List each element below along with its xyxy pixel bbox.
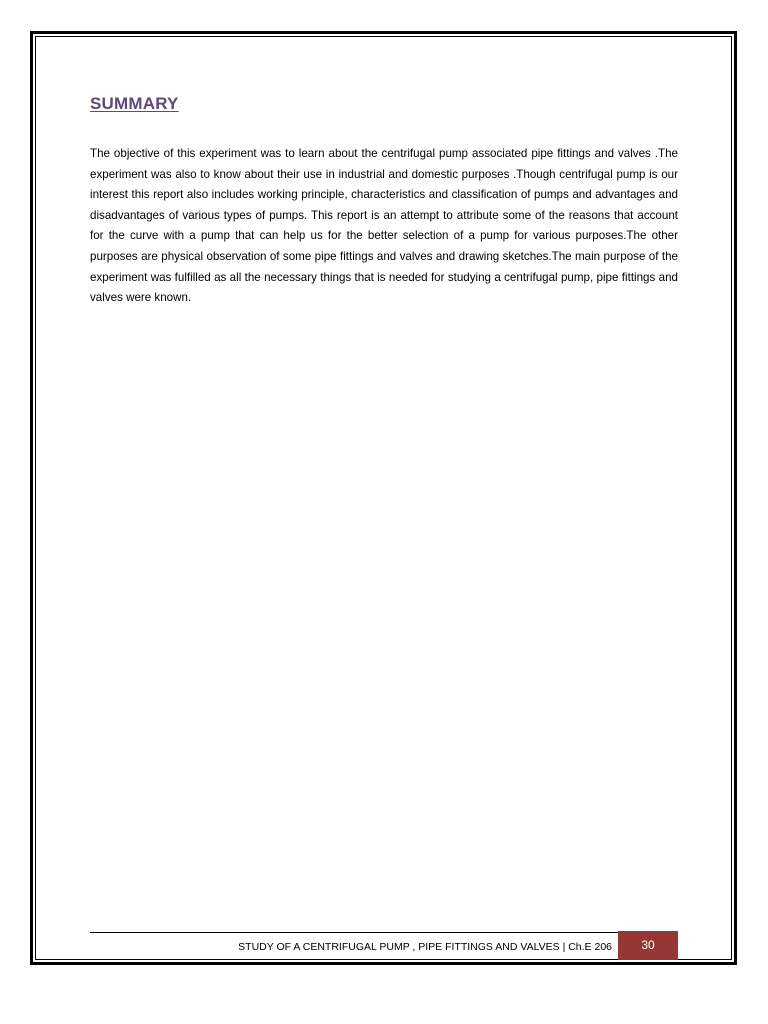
page-number-badge: 30 bbox=[618, 931, 678, 960]
section-heading: SUMMARY bbox=[90, 94, 179, 113]
footer-divider bbox=[90, 932, 618, 933]
summary-paragraph: The objective of this experiment was to learn about the centrifugal pump associated pipe fittings and valves .The experiment was also to know about their use in industrial and domestic purposes .Though centrifugal pump is our interest this report also includes working principle, characteristics and classification of pumps and advantages and disadvantages of various types of pumps. This report is an attempt to attribute some of the reasons that account for the curve with a pump that can help us for the better selection of a pump for various purposes.The other purposes are physical observation of some pipe fittings and valves and drawing sketches.The main purpose of the experiment was fulfilled as all the necessary things that is needed for studying a centrifugal pump, pipe fittings and valves were known. bbox=[90, 147, 678, 305]
footer-title: STUDY OF A CENTRIFUGAL PUMP , PIPE FITTINGS AND VALVES | Ch.E 206 bbox=[238, 941, 612, 953]
